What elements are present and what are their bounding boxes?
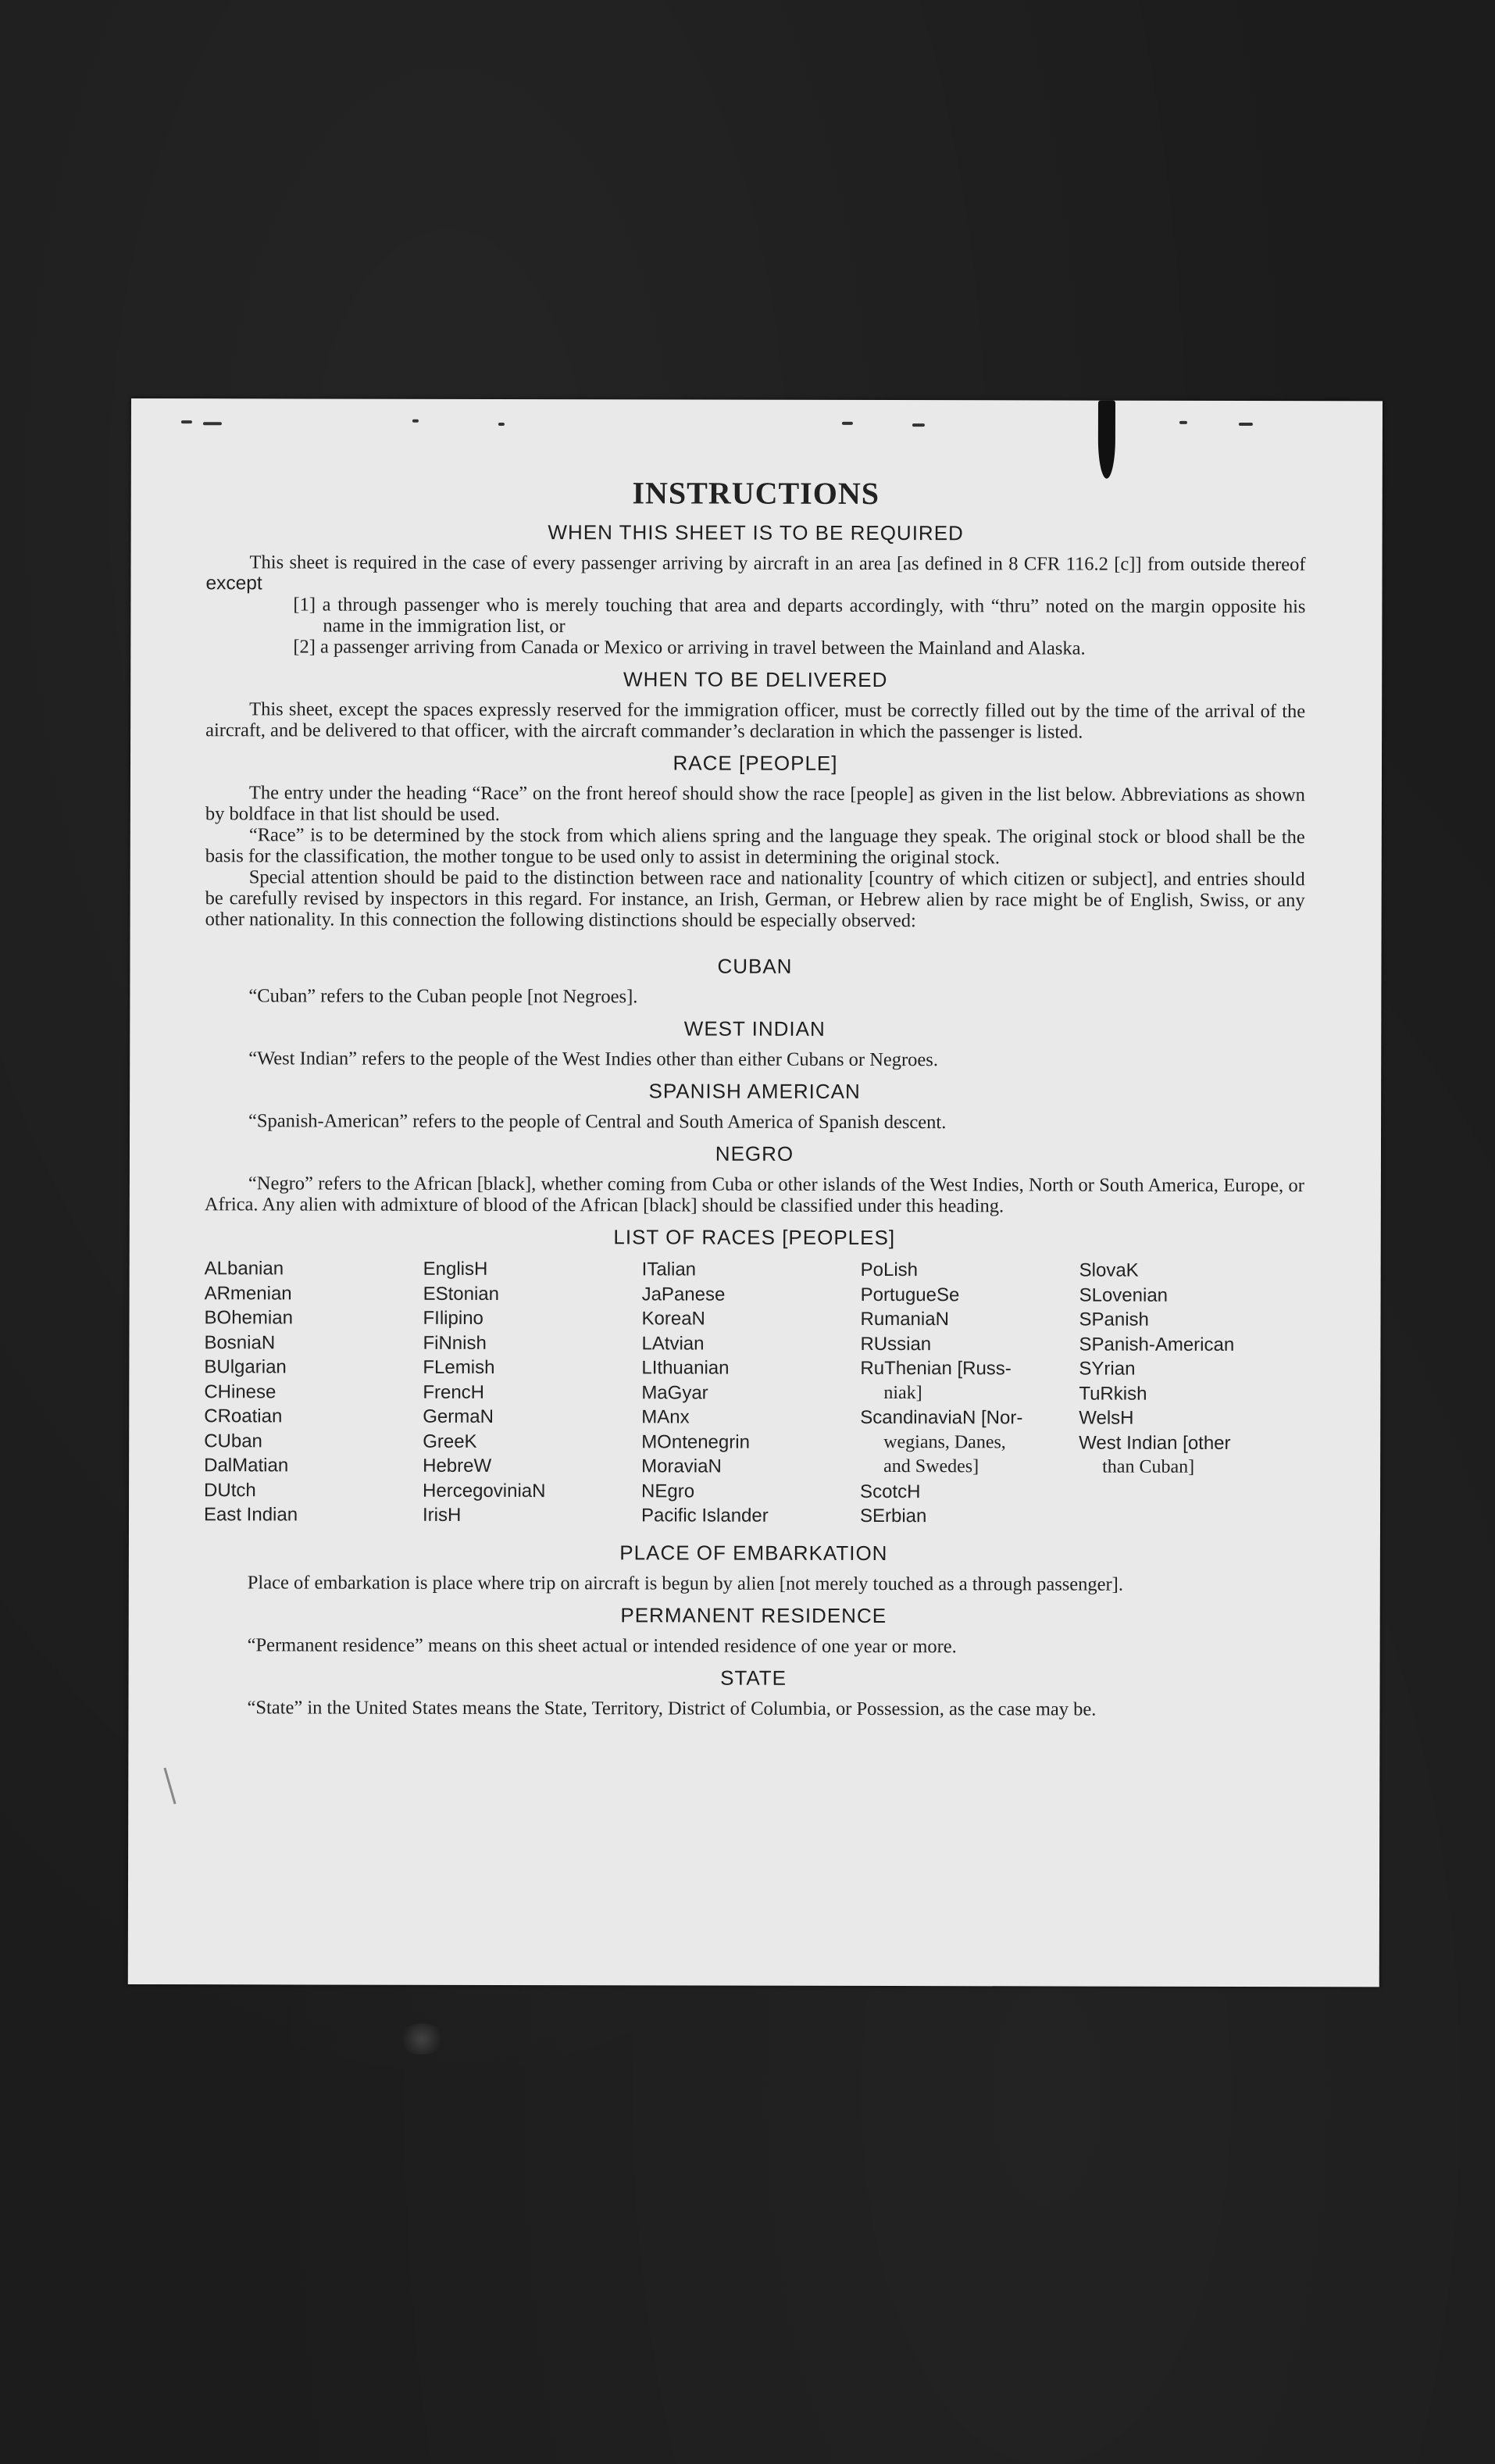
race-entry: IrisH [422,1504,462,1526]
speck [1179,421,1187,424]
race-entry: CRoatian [204,1405,283,1427]
paragraph-race-2: “Race” is to be determined by the stock from which aliens spring and the language they speak. The original stock or blood shall be the basis for the classification, the mother tongue to be used only to assist in determining the original stock. [205,824,1305,869]
race-entry: FIlipino [423,1307,483,1329]
races-list [204,1256,1304,1529]
race-entry: MOntenegrin [641,1430,750,1453]
speck [412,420,419,423]
race-entry: BOhemian [204,1307,293,1329]
races-column-3 [641,1257,861,1528]
race-entry: BosniaN [204,1331,276,1353]
paragraph-race-1: The entry under the heading “Race” on the front hereof should show the race [people] as given in the list below. Abbreviations as shown by boldface in that list should be used. [205,782,1305,825]
race-entry: EnglisH [423,1258,488,1280]
race-entry: LAtvian [641,1332,705,1355]
paragraph-spanish-american: “Spanish-American” refers to the people of Central and South America of Spanish descent. [248,1110,947,1134]
race-entry-continued [860,1380,1079,1405]
races-column-1 [204,1256,423,1527]
race-entry: SLovenian [1079,1284,1169,1306]
race-entry: Pacific Islander [640,1505,769,1527]
paragraph-race-3: Special attention should be paid to the distinction between race and nationality [country of which citizen or subject], and entries should be carefully revised by inspectors in this regard. For instance, an Irish, German, or Hebrew alien by race might be of English, Swiss, or any other nationality. In this connection the following distinctions should be especially observed: [205,866,1305,932]
race-entry: KoreaN [641,1308,705,1330]
race-entry: DUtch [204,1479,256,1501]
race-entry: ScotcH [860,1480,921,1502]
heading-state: STATE [720,1666,787,1690]
races-column-2 [423,1257,642,1528]
race-entry: East Indian [203,1504,298,1526]
race-entry: ITalian [641,1259,697,1280]
heading-when-delivered: WHEN TO BE DELIVERED [623,667,888,692]
race-entry: MAnx [641,1406,690,1428]
page-title: INSTRUCTIONS [632,475,880,512]
speck [912,423,925,427]
race-entry: ScandinaviaN [Nor- [860,1406,1023,1429]
heading-permanent-residence: PERMANENT RESIDENCE [620,1602,887,1627]
race-entry: PortugueSe [860,1284,960,1305]
document-content [203,473,1305,1719]
race-entry: HebreW [423,1455,492,1477]
race-entry: BUlgarian [204,1356,287,1378]
race-entry: FiNnish [423,1332,487,1354]
race-entry: SPanish-American [1079,1334,1235,1355]
races-column-5 [1079,1259,1298,1530]
race-entry: MaGyar [641,1381,708,1404]
race-entry: MoraviaN [641,1455,722,1477]
race-entry-continued [1079,1455,1297,1480]
race-entry: CHinese [204,1380,277,1402]
speck [1239,423,1253,426]
race-entry: FrencH [423,1381,485,1403]
race-entry-continued [860,1430,1079,1455]
race-entry: TuRkish [1079,1383,1147,1405]
race-entry-wrap: and Swedes] [883,1456,979,1477]
race-entry: ALbanian [204,1258,284,1280]
race-entry: PoLish [860,1259,919,1281]
race-entry-wrap: wegians, Danes, [883,1431,1006,1452]
heading-race: RACE [PEOPLE] [673,751,838,775]
speck [842,422,853,425]
race-entry: RuThenian [Russ- [860,1357,1012,1380]
paragraph-permanent-residence: “Permanent residence” means on this sheet actual or intended residence of one year or more. [247,1634,957,1657]
speck [181,420,192,423]
list-item: [1] a through passenger who is merely touching that area and departs accordingly, with “thru” noted on the margin opposite his name in the immigration list, or [293,594,1306,637]
heading-spanish-american: SPANISH AMERICAN [648,1079,861,1103]
race-entry: HercegoviniaN [423,1480,546,1502]
race-entry: EStonian [423,1283,500,1305]
race-entry: GermaN [423,1405,494,1427]
paragraph-embarkation: Place of embarkation is place where trip on aircraft is begun by alien [not merely touched as a through passenger]. [247,1571,1124,1595]
race-entry: FLemish [423,1356,495,1378]
race-entry: SErbian [859,1505,927,1527]
paragraph-when-delivered: This sheet, except the spaces expressly reserved for the immigration officer, must be correctly filled out by the time of the arrival of the aircraft, and be delivered to that officer, with the aircraft commander’s declaration in which the passenger is listed. [205,698,1306,743]
heading-place-of-embarkation: PLACE OF EMBARKATION [619,1540,888,1565]
race-entry: RumaniaN [860,1308,949,1330]
race-entry-wrap: niak] [883,1382,922,1403]
except-word: except [205,573,262,595]
paragraph-cuban: “Cuban” refers to the Cuban people [not Negroes]. [248,985,638,1008]
race-entry: GreeK [423,1430,477,1452]
race-entry-wrap: than Cuban] [1102,1456,1195,1477]
race-entry: DalMatian [204,1455,289,1477]
race-entry: LIthuanian [641,1357,730,1379]
races-column-4 [860,1258,1079,1529]
paragraph-state: “State” in the United States means the State, Territory, District of Columbia, or Possession, as the case may be. [247,1696,1097,1720]
ink-mark [1098,401,1115,479]
race-entry-continued [860,1455,1079,1480]
race-entry: RUssian [860,1333,932,1355]
speck [498,423,505,426]
instruction-sheet [128,398,1383,1987]
heading-when-required: WHEN THIS SHEET IS TO BE REQUIRED [548,520,964,545]
paragraph-negro: “Negro” refers to the African [black], whether coming from Cuba or other islands of the West Indies, North or South America, Europe, or Africa. Any alien with admixture of blood of the African [black] should be classified under this heading. [204,1173,1304,1217]
race-entry: JaPanese [641,1283,726,1305]
heading-negro: NEGRO [715,1141,794,1166]
when-required-text: This sheet is required in the case of every passenger arriving by aircraft in an area [as defined in 8 CFR 116.2 [c]] from outside thereof [249,552,1306,576]
heading-cuban: CUBAN [717,954,793,978]
race-entry: SPanish [1079,1309,1149,1330]
heading-west-indian: WEST INDIAN [683,1016,826,1041]
race-entry: SYrian [1079,1358,1136,1380]
speck [203,422,222,425]
race-entry: CUban [204,1430,262,1452]
race-entry: West Indian [other [1079,1432,1231,1454]
race-entry: SlovaK [1079,1259,1139,1281]
heading-list-of-races: LIST OF RACES [PEOPLES] [613,1225,896,1250]
race-entry: NEgro [641,1480,695,1502]
paragraph-west-indian: “West Indian” refers to the people of the West Indies other than either Cubans or Negroes. [248,1048,939,1071]
race-entry: WelsH [1079,1407,1134,1429]
list-item: [2] a passenger arriving from Canada or Mexico or arriving in travel between the Mainland and Alaska. [293,636,1086,659]
race-entry: ARmenian [204,1282,292,1304]
scan-smudge [398,2023,445,2055]
paragraph-when-required [205,552,1305,596]
